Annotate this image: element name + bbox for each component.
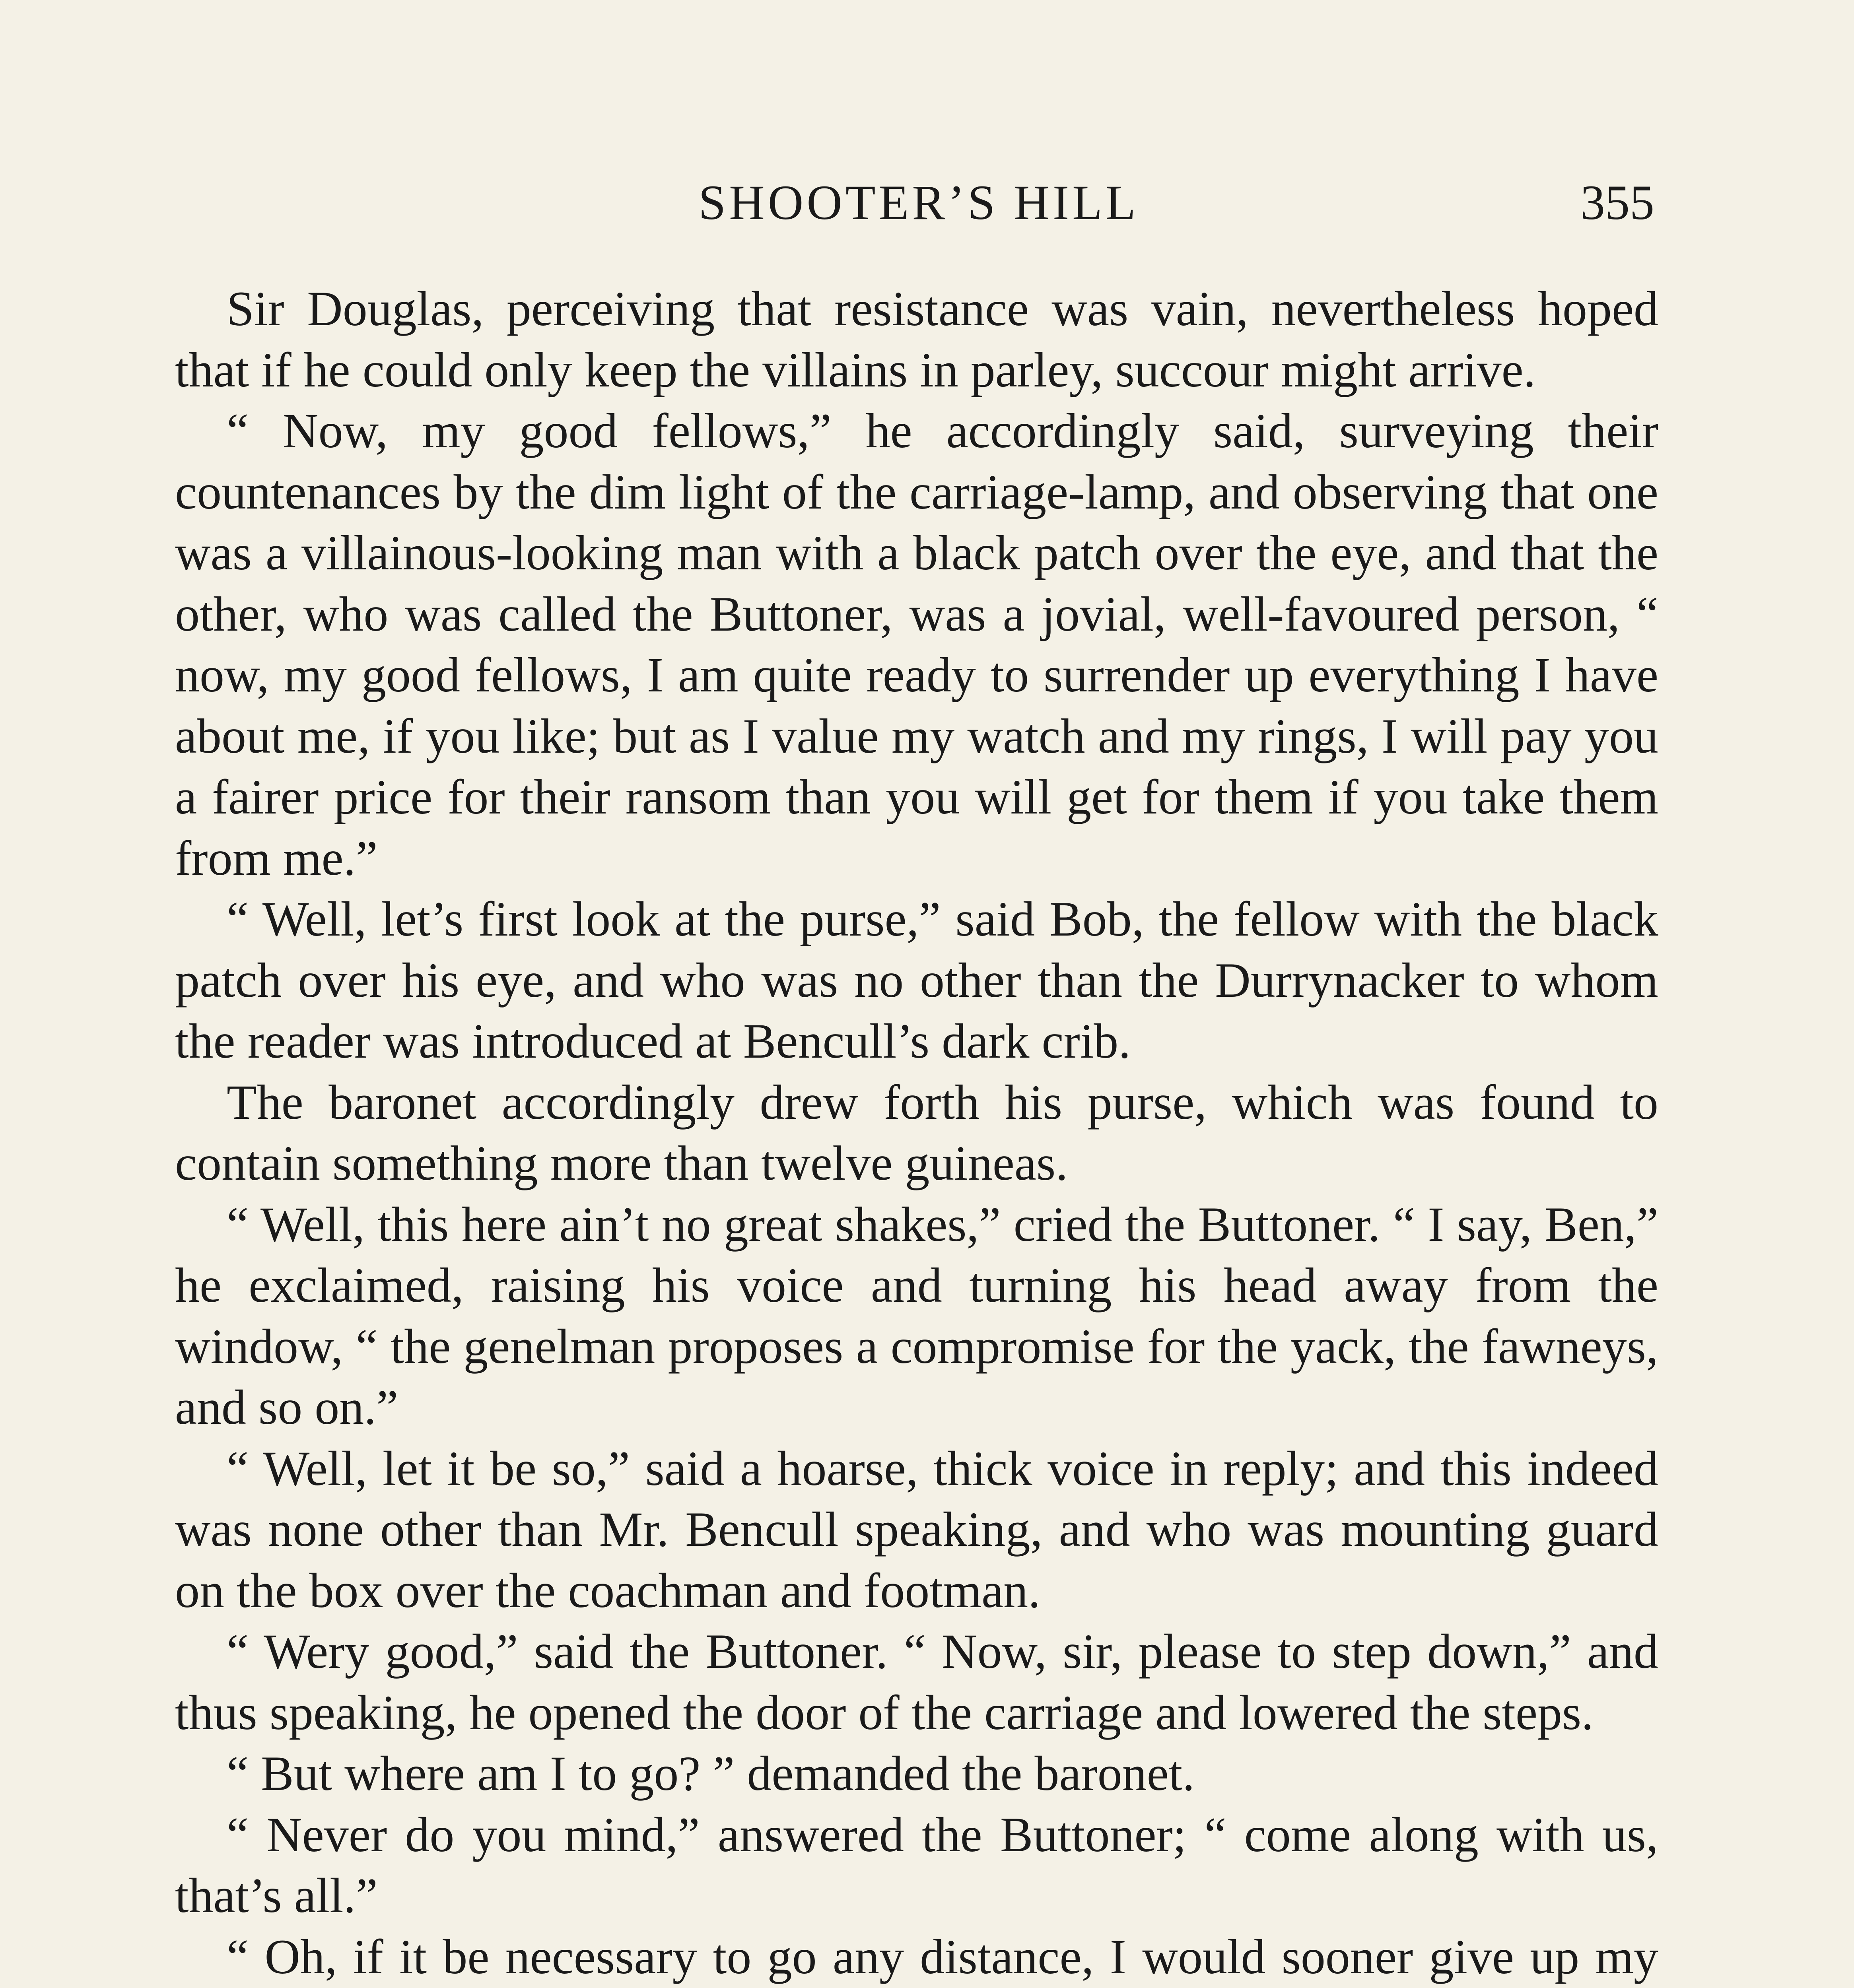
paragraph: “ Wery good,” said the Buttoner. “ Now, sir, please to step down,” and thus speaking, he opened the door of the carriage and lowered the steps. (175, 1624, 1658, 1740)
paragraph: “ Well, this here ain’t no great shakes,” cried the Buttoner. “ I say, Ben,” he exclaimed, raising his voice and turning his head away from the window, “ the genelman proposes a compromise for the yack, the fawneys, and so on.” (175, 1197, 1658, 1435)
paragraph: “ Well, let it be so,” said a hoarse, thick voice in reply; and this indeed was none other than Mr. Bencull speaking, and who was mounting guard on the box over the coachman and footman. (175, 1441, 1658, 1618)
running-title: SHOOTER’S HILL (698, 175, 1139, 230)
paragraph: Sir Douglas, perceiving that resistance was vain, nevertheless hoped that if he could only keep the villains in parley, succour might arrive. (175, 282, 1658, 397)
body-text (175, 278, 1658, 1988)
paragraph: “ Oh, if it be necessary to go any distance, I would sooner give up my (227, 1929, 1658, 1984)
page-number: 355 (1580, 175, 1654, 230)
paragraph: “ Now, my good fellows,” he accordingly said, surveying their countenances by the dim light of the carriage-lamp, and observing that one was a villainous-looking man with a black patch over the eye, and that the other, who was called the Buttoner, was a jovial, well-favoured person, “ now, my good fellows, I am quite ready to surrender up everything I have about me, if you like; but as I value my watch and my rings, I will pay you a fairer price for their ransom than you will get for them if you take them from me.” (175, 404, 1658, 885)
paragraph: “ Well, let’s first look at the purse,” said Bob, the fellow with the black patch over his eye, and who was no other than the Durrynacker to whom the reader was introduced at Bencull’s dark crib. (175, 892, 1658, 1068)
paragraph: “ Never do you mind,” answered the Buttoner; “ come along with us, that’s all.” (175, 1807, 1658, 1923)
running-head (183, 171, 1654, 250)
paragraph: “ But where am I to go? ” demanded the baronet. (227, 1746, 1195, 1801)
paragraph: The baronet accordingly drew forth his purse, which was found to contain something more than twelve guineas. (175, 1075, 1658, 1190)
